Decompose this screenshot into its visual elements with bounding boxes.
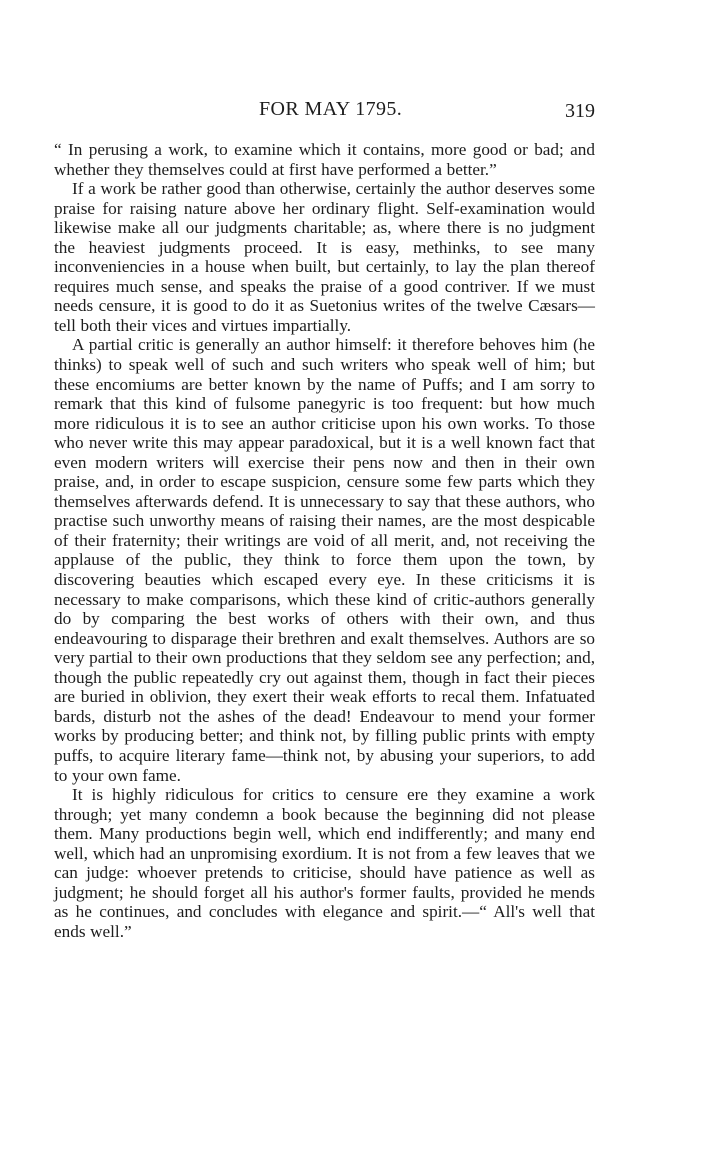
paragraph-partial-critic: A partial critic is generally an author himself: it therefore behoves him (he thinks) to speak well of such and such writers who speak well of him; but these encomiums are better known by the name of Puffs; and I am sorry to remark that this kind of fulsome panegyric is too frequent: but how much more ridiculous it is to see an author criticise upon his own works. To those who never write this may appear paradoxical, but it is a well known fact that even modern writers will exercise their pens now and then in their own praise, and, in order to escape suspicion, censure some few parts which they themselves afterwards defend. It is unnecessary to say that these authors, who practise such unworthy means of raising their names, are the most despicable of their fraternity; their writings are void of all merit, and, not receiving the applause of the public, they think to force them upon the town, by discovering beauties which escaped every eye. In these criticisms it is necessary to make comparisons, which these kind of critic-authors generally do by comparing the best works of others with their own, and thus endeavouring to disparage their brethren and exalt themselves. Authors are so very partial to their own productions that they seldom see any perfection; and, though the public repeatedly cry out against them, though in fact their pieces are buried in oblivion, they exert their weak efforts to recal them. Infatuated bards, disturb not the ashes of the dead! Endeavour to mend your former works by producing better; and think not, by filling public prints with empty puffs, to acquire literary fame—think not, by abusing your superiors, to add to your own fame. (54, 335, 595, 785)
paragraph-ridiculous-critics: It is highly ridiculous for critics to censure ere they examine a work through; yet many condemn a book because the beginning did not please them. Many productions begin well, which end indifferently; and many end well, which had an unpromising exordium. It is not from a few leaves that we can judge: whoever pretends to criticise, should have patience as well as judgment; he should forget all his author's former faults, provided he mends as he continues, and concludes with elegance and spirit.—“ All's well that ends well.” (54, 785, 595, 941)
document-page (54, 92, 595, 941)
paragraph-good-or-bad: If a work be rather good than otherwise, certainly the author deserves some praise for raising nature above her ordinary flight. Self-examination would likewise make all our judgments charitable; as, where there is no judgment the heaviest judgments proceed. It is easy, methinks, to see many inconveniencies in a house when built, but certainly, to lay the plan thereof requires much sense, and speaks the praise of a good contriver. If we must needs censure, it is good to do it as Suetonius writes of the twelve Cæsars—tell both their vices and virtues impartially. (54, 179, 595, 335)
page-number: 319 (565, 100, 595, 122)
running-title: FOR MAY 1795. (259, 98, 403, 120)
paragraph-quotation: “ In perusing a work, to examine which it contains, more good or bad; and whether they themselves could at first have performed a better.” (54, 140, 595, 179)
running-head (54, 92, 595, 132)
